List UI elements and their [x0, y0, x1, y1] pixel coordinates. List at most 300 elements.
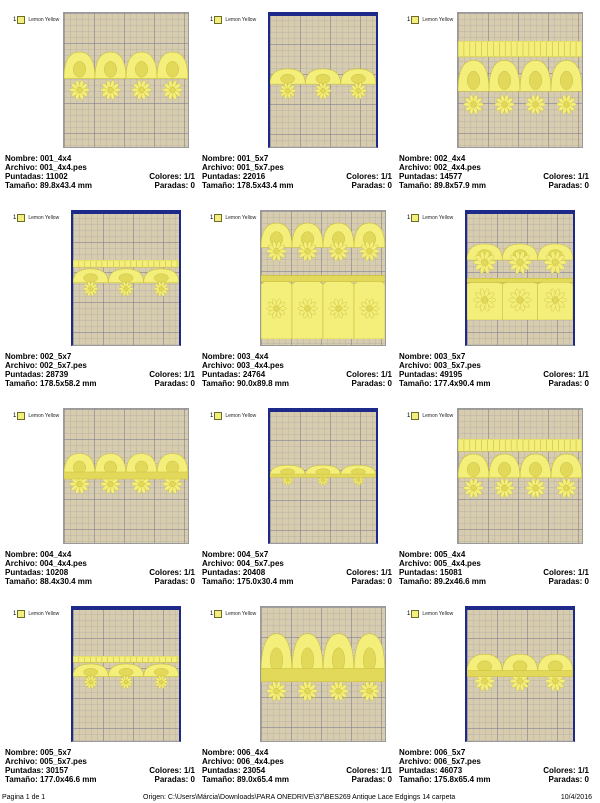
- puntadas-label: Puntadas:: [202, 766, 241, 775]
- paradas-line: [549, 379, 589, 388]
- paradas-line: [352, 181, 392, 190]
- thread-color-swatch: [411, 16, 419, 24]
- puntadas-value: 30157: [45, 766, 69, 775]
- design-card: [202, 408, 392, 598]
- thread-color-name: Lemon Yellow: [422, 215, 454, 221]
- lace-design-preview: [458, 41, 582, 129]
- nombre-value: 005_5x7: [40, 748, 72, 757]
- thread-number: 1: [407, 215, 411, 221]
- tamano-label: Tamaño:: [202, 577, 235, 586]
- tamano-label: Tamaño:: [5, 181, 38, 190]
- hoop-preview: [457, 408, 583, 544]
- paradas-label: Paradas:: [351, 775, 386, 784]
- design-info: [202, 154, 392, 190]
- colores-value: 1/1: [183, 370, 195, 379]
- paradas-label: Paradas:: [154, 577, 189, 586]
- tamano-label: Tamaño:: [399, 379, 432, 388]
- nombre-value: 004_4x4: [40, 550, 72, 559]
- colores-label: Colores:: [149, 172, 182, 181]
- tamano-line: [202, 775, 289, 784]
- nombre-value: 005_4x4: [434, 550, 466, 559]
- colores-line: [149, 568, 195, 577]
- paradas-line: [352, 577, 392, 586]
- colores-value: 1/1: [183, 172, 195, 181]
- design-info: [5, 748, 195, 784]
- design-card: [399, 606, 589, 796]
- thread-color-swatch: [214, 610, 222, 618]
- paradas-label: Paradas:: [548, 775, 583, 784]
- design-info: [399, 748, 589, 784]
- archivo-label: Archivo:: [399, 361, 432, 370]
- lace-design-preview: [261, 217, 385, 339]
- archivo-line: [5, 757, 87, 766]
- thread-number: 1: [13, 215, 17, 221]
- nombre-line: [399, 748, 465, 757]
- archivo-label: Archivo:: [202, 757, 235, 766]
- puntadas-value: 22016: [242, 172, 266, 181]
- archivo-label: Archivo:: [202, 361, 235, 370]
- thread-number: 1: [210, 413, 214, 419]
- thread-color-name: Lemon Yellow: [422, 17, 454, 23]
- colores-line: [346, 370, 392, 379]
- colores-label: Colores:: [543, 172, 576, 181]
- thread-color-name: Lemon Yellow: [422, 611, 454, 617]
- puntadas-line: [5, 766, 68, 775]
- design-info: [202, 352, 392, 388]
- archivo-label: Archivo:: [399, 163, 432, 172]
- tamano-label: Tamaño:: [399, 181, 432, 190]
- nombre-label: Nombre:: [399, 748, 432, 757]
- thread-legend: [407, 410, 453, 422]
- archivo-label: Archivo:: [5, 163, 38, 172]
- archivo-value: 005_4x4.pes: [433, 559, 481, 568]
- colores-value: 1/1: [183, 766, 195, 775]
- paradas-label: Paradas:: [548, 379, 583, 388]
- hoop-preview: [465, 210, 575, 346]
- lace-design-preview: [73, 656, 179, 692]
- thread-color-name: Lemon Yellow: [28, 17, 60, 23]
- hoop-preview: [268, 408, 378, 544]
- design-card: [399, 12, 589, 202]
- colores-line: [346, 172, 392, 181]
- tamano-value: 177.0x46.6 mm: [39, 775, 97, 784]
- nombre-label: Nombre:: [5, 352, 38, 361]
- puntadas-line: [202, 568, 265, 577]
- design-info: [202, 550, 392, 586]
- colores-line: [346, 766, 392, 775]
- hoop-preview: [465, 606, 575, 742]
- thread-number: 1: [210, 611, 214, 617]
- colores-label: Colores:: [346, 568, 379, 577]
- lace-design-preview: [467, 652, 573, 696]
- design-info: [5, 550, 195, 586]
- puntadas-label: Puntadas:: [5, 172, 44, 181]
- nombre-line: [202, 550, 268, 559]
- archivo-value: 003_5x7.pes: [433, 361, 481, 370]
- nombre-line: [5, 154, 71, 163]
- tamano-label: Tamaño:: [5, 577, 38, 586]
- thread-legend: [210, 212, 256, 224]
- paradas-line: [155, 379, 195, 388]
- lace-design-preview: [270, 67, 376, 103]
- tamano-value: 177.4x90.4 mm: [433, 379, 491, 388]
- colores-line: [149, 766, 195, 775]
- lace-motif-svg: [64, 451, 188, 501]
- design-info: [5, 352, 195, 388]
- thread-legend: [13, 14, 59, 26]
- puntadas-value: 28739: [45, 370, 69, 379]
- puntadas-label: Puntadas:: [399, 568, 438, 577]
- puntadas-value: 10208: [45, 568, 69, 577]
- nombre-line: [5, 550, 71, 559]
- archivo-value: 004_4x4.pes: [39, 559, 87, 568]
- nombre-value: 001_4x4: [40, 154, 72, 163]
- colores-value: 1/1: [183, 568, 195, 577]
- archivo-label: Archivo:: [202, 559, 235, 568]
- archivo-line: [399, 757, 481, 766]
- puntadas-line: [399, 172, 462, 181]
- puntadas-label: Puntadas:: [202, 172, 241, 181]
- archivo-line: [399, 163, 481, 172]
- archivo-label: Archivo:: [5, 559, 38, 568]
- paradas-value: 0: [387, 379, 392, 388]
- tamano-value: 178.5x43.4 mm: [236, 181, 294, 190]
- tamano-value: 175.8x65.4 mm: [433, 775, 491, 784]
- nombre-value: 004_5x7: [237, 550, 269, 559]
- thread-number: 1: [407, 17, 411, 23]
- colores-label: Colores:: [346, 766, 379, 775]
- colores-value: 1/1: [577, 370, 589, 379]
- tamano-line: [202, 577, 293, 586]
- colores-value: 1/1: [577, 766, 589, 775]
- colores-label: Colores:: [149, 370, 182, 379]
- lace-motif-svg: [467, 240, 573, 320]
- colores-line: [543, 172, 589, 181]
- thread-legend: [13, 212, 59, 224]
- tamano-line: [5, 379, 96, 388]
- thread-legend: [210, 410, 256, 422]
- design-card: [399, 408, 589, 598]
- thread-color-name: Lemon Yellow: [28, 215, 60, 221]
- nombre-value: 003_4x4: [237, 352, 269, 361]
- colores-value: 1/1: [577, 172, 589, 181]
- archivo-label: Archivo:: [399, 559, 432, 568]
- tamano-line: [399, 577, 486, 586]
- nombre-label: Nombre:: [5, 550, 38, 559]
- lace-motif-svg: [261, 629, 385, 723]
- nombre-line: [5, 748, 71, 757]
- print-date: 10/4/2016: [560, 794, 592, 801]
- nombre-label: Nombre:: [399, 550, 432, 559]
- puntadas-value: 46073: [439, 766, 463, 775]
- lace-motif-svg: [467, 652, 573, 696]
- tamano-label: Tamaño:: [399, 577, 432, 586]
- paradas-line: [352, 379, 392, 388]
- thread-color-swatch: [17, 610, 25, 618]
- puntadas-line: [5, 172, 68, 181]
- puntadas-label: Puntadas:: [5, 568, 44, 577]
- thread-color-name: Lemon Yellow: [225, 17, 257, 23]
- lace-design-preview: [64, 451, 188, 501]
- paradas-value: 0: [584, 181, 589, 190]
- page-footer: [0, 792, 600, 803]
- archivo-value: 001_5x7.pes: [236, 163, 284, 172]
- tamano-line: [399, 379, 490, 388]
- archivo-line: [5, 361, 87, 370]
- puntadas-line: [5, 568, 68, 577]
- lace-motif-svg: [73, 656, 179, 692]
- colores-label: Colores:: [149, 568, 182, 577]
- lace-motif-svg: [261, 217, 385, 339]
- puntadas-value: 20408: [242, 568, 266, 577]
- archivo-value: 001_4x4.pes: [39, 163, 87, 172]
- thread-color-swatch: [214, 412, 222, 420]
- hoop-preview: [63, 12, 189, 148]
- nombre-line: [399, 550, 465, 559]
- hoop-preview: [71, 606, 181, 742]
- hoop-preview: [260, 606, 386, 742]
- thread-color-swatch: [17, 412, 25, 420]
- thread-color-swatch: [411, 610, 419, 618]
- paradas-label: Paradas:: [351, 379, 386, 388]
- hoop-preview: [71, 210, 181, 346]
- origin-path: Origen: C:\Users\Márcia\Downloads\PARA ONEDRIVE\37\BES269 Antique Lace Edgings 14 carpeta: [143, 794, 456, 801]
- colores-value: 1/1: [380, 370, 392, 379]
- thread-number: 1: [407, 413, 411, 419]
- thread-legend: [13, 410, 59, 422]
- tamano-line: [5, 181, 92, 190]
- colores-label: Colores:: [543, 766, 576, 775]
- thread-number: 1: [210, 17, 214, 23]
- paradas-value: 0: [387, 577, 392, 586]
- nombre-value: 003_5x7: [434, 352, 466, 361]
- design-card: [399, 210, 589, 400]
- colores-line: [149, 370, 195, 379]
- lace-design-preview: [64, 49, 188, 111]
- nombre-label: Nombre:: [202, 352, 235, 361]
- puntadas-line: [202, 172, 265, 181]
- tamano-label: Tamaño:: [5, 775, 38, 784]
- design-info: [399, 550, 589, 586]
- puntadas-line: [202, 766, 265, 775]
- tamano-line: [5, 577, 92, 586]
- archivo-value: 006_5x7.pes: [433, 757, 481, 766]
- hoop-preview: [63, 408, 189, 544]
- thread-legend: [407, 14, 453, 26]
- thread-color-name: Lemon Yellow: [28, 413, 60, 419]
- thread-color-name: Lemon Yellow: [422, 413, 454, 419]
- puntadas-line: [5, 370, 68, 379]
- nombre-line: [202, 154, 268, 163]
- puntadas-line: [399, 370, 462, 379]
- thread-number: 1: [13, 413, 17, 419]
- paradas-line: [549, 181, 589, 190]
- paradas-label: Paradas:: [154, 181, 189, 190]
- thread-color-swatch: [214, 16, 222, 24]
- thread-legend: [13, 608, 59, 620]
- tamano-value: 89.8x43.4 mm: [39, 181, 93, 190]
- thread-color-name: Lemon Yellow: [28, 611, 60, 617]
- nombre-label: Nombre:: [399, 154, 432, 163]
- tamano-value: 175.0x30.4 mm: [236, 577, 294, 586]
- tamano-value: 90.0x89.8 mm: [236, 379, 290, 388]
- thread-color-swatch: [411, 214, 419, 222]
- colores-value: 1/1: [380, 172, 392, 181]
- nombre-label: Nombre:: [202, 550, 235, 559]
- colores-line: [346, 568, 392, 577]
- tamano-line: [202, 181, 293, 190]
- design-card: [202, 210, 392, 400]
- tamano-value: 89.8x57.9 mm: [433, 181, 487, 190]
- colores-value: 1/1: [380, 766, 392, 775]
- puntadas-value: 49195: [439, 370, 463, 379]
- paradas-value: 0: [190, 181, 195, 190]
- tamano-value: 178.5x58.2 mm: [39, 379, 97, 388]
- colores-label: Colores:: [543, 568, 576, 577]
- tamano-line: [5, 775, 96, 784]
- paradas-value: 0: [387, 775, 392, 784]
- colores-value: 1/1: [380, 568, 392, 577]
- lace-design-preview: [458, 439, 582, 507]
- puntadas-label: Puntadas:: [202, 370, 241, 379]
- archivo-value: 005_5x7.pes: [39, 757, 87, 766]
- puntadas-label: Puntadas:: [399, 370, 438, 379]
- puntadas-value: 14577: [439, 172, 463, 181]
- puntadas-label: Puntadas:: [399, 172, 438, 181]
- archivo-line: [5, 163, 87, 172]
- thread-color-swatch: [411, 412, 419, 420]
- nombre-value: 002_4x4: [434, 154, 466, 163]
- nombre-value: 006_4x4: [237, 748, 269, 757]
- puntadas-label: Puntadas:: [5, 370, 44, 379]
- colores-line: [543, 370, 589, 379]
- lace-design-preview: [467, 240, 573, 320]
- thread-color-name: Lemon Yellow: [225, 215, 257, 221]
- nombre-line: [202, 352, 268, 361]
- lace-motif-svg: [73, 260, 179, 300]
- nombre-label: Nombre:: [5, 154, 38, 163]
- archivo-label: Archivo:: [5, 361, 38, 370]
- tamano-line: [399, 181, 486, 190]
- design-info: [399, 154, 589, 190]
- thread-color-swatch: [17, 214, 25, 222]
- nombre-value: 002_5x7: [40, 352, 72, 361]
- tamano-label: Tamaño:: [202, 379, 235, 388]
- hoop-preview: [268, 12, 378, 148]
- paradas-label: Paradas:: [548, 577, 583, 586]
- colores-label: Colores:: [543, 370, 576, 379]
- archivo-line: [5, 559, 87, 568]
- thread-color-name: Lemon Yellow: [225, 611, 257, 617]
- colores-label: Colores:: [346, 370, 379, 379]
- paradas-label: Paradas:: [351, 181, 386, 190]
- nombre-value: 001_5x7: [237, 154, 269, 163]
- design-card: [5, 12, 195, 202]
- thread-legend: [407, 212, 453, 224]
- tamano-label: Tamaño:: [5, 379, 38, 388]
- page-number: Pagina 1 de 1: [2, 794, 46, 801]
- lace-design-preview: [73, 260, 179, 300]
- hoop-preview: [457, 12, 583, 148]
- puntadas-label: Puntadas:: [5, 766, 44, 775]
- archivo-label: Archivo:: [399, 757, 432, 766]
- lace-motif-svg: [458, 41, 582, 129]
- paradas-line: [155, 181, 195, 190]
- archivo-value: 002_5x7.pes: [39, 361, 87, 370]
- design-card: [202, 606, 392, 796]
- archivo-line: [202, 361, 284, 370]
- paradas-label: Paradas:: [154, 775, 189, 784]
- lace-motif-svg: [64, 49, 188, 111]
- paradas-label: Paradas:: [154, 379, 189, 388]
- lace-motif-svg: [458, 439, 582, 507]
- thread-number: 1: [210, 215, 214, 221]
- thread-color-name: Lemon Yellow: [225, 413, 257, 419]
- tamano-value: 88.4x30.4 mm: [39, 577, 93, 586]
- tamano-line: [202, 379, 289, 388]
- puntadas-value: 24764: [242, 370, 266, 379]
- archivo-value: 002_4x4.pes: [433, 163, 481, 172]
- colores-line: [543, 766, 589, 775]
- puntadas-label: Puntadas:: [202, 568, 241, 577]
- design-card: [5, 210, 195, 400]
- nombre-line: [399, 352, 465, 361]
- puntadas-value: 11002: [45, 172, 68, 181]
- thread-legend: [407, 608, 453, 620]
- archivo-label: Archivo:: [202, 163, 235, 172]
- nombre-label: Nombre:: [5, 748, 38, 757]
- archivo-line: [202, 559, 284, 568]
- puntadas-value: 23054: [242, 766, 266, 775]
- thread-legend: [210, 14, 256, 26]
- nombre-label: Nombre:: [399, 352, 432, 361]
- tamano-line: [399, 775, 490, 784]
- archivo-line: [202, 163, 284, 172]
- paradas-value: 0: [190, 379, 195, 388]
- thread-color-swatch: [17, 16, 25, 24]
- archivo-line: [399, 559, 481, 568]
- design-card: [5, 606, 195, 796]
- nombre-label: Nombre:: [202, 748, 235, 757]
- paradas-value: 0: [584, 379, 589, 388]
- tamano-value: 89.0x65.4 mm: [236, 775, 290, 784]
- thread-number: 1: [407, 611, 411, 617]
- design-info: [399, 352, 589, 388]
- lace-design-preview: [270, 464, 376, 488]
- archivo-label: Archivo:: [5, 757, 38, 766]
- archivo-line: [399, 361, 481, 370]
- tamano-label: Tamaño:: [399, 775, 432, 784]
- paradas-line: [549, 577, 589, 586]
- paradas-line: [155, 577, 195, 586]
- thread-color-swatch: [214, 214, 222, 222]
- archivo-value: 003_4x4.pes: [236, 361, 284, 370]
- paradas-label: Paradas:: [548, 181, 583, 190]
- paradas-line: [549, 775, 589, 784]
- lace-motif-svg: [270, 464, 376, 488]
- paradas-value: 0: [190, 775, 195, 784]
- hoop-preview: [260, 210, 386, 346]
- design-card: [5, 408, 195, 598]
- tamano-label: Tamaño:: [202, 181, 235, 190]
- nombre-line: [5, 352, 71, 361]
- nombre-value: 006_5x7: [434, 748, 466, 757]
- colores-label: Colores:: [346, 172, 379, 181]
- colores-value: 1/1: [577, 568, 589, 577]
- paradas-value: 0: [584, 577, 589, 586]
- design-card: [202, 12, 392, 202]
- nombre-label: Nombre:: [202, 154, 235, 163]
